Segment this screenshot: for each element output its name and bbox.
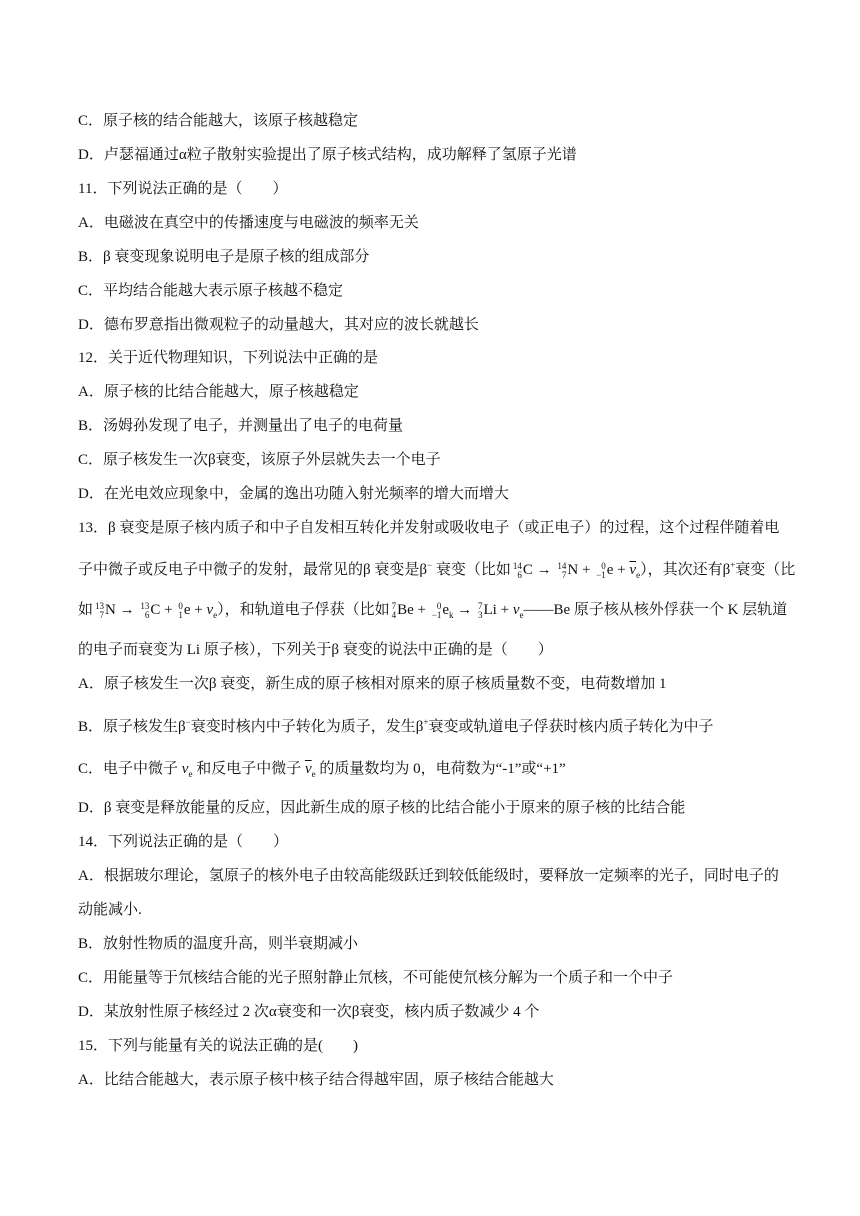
q14-option-d: D．某放射性原子核经过 2 次α衰变和一次β衰变，核内质子数减少 4 个 (78, 1004, 540, 1020)
question-14: 14．下列说法正确的是（ ） (78, 834, 289, 850)
question-13-line-3: 如 13 7 N → 13 6 C + 0 1 $e + \nu_e$），和轨道电子俘获（比如 7 4 Be + 0 −1 $e_k$ → 7 3 $Li + \nu_e——Be$ 原子核从核外俘获一个 K 层轨道 (78, 600, 788, 620)
q14-option-c: C．用能量等于氘核结合能的光子照射静止氘核，不可能使氘核分解为一个质子和一个中子 (78, 970, 674, 986)
q12-option-b: B．汤姆孙发现了电子，并测量出了电子的电荷量 (78, 418, 404, 434)
q14-option-b: B．放射性物质的温度升高，则半衰期减小 (78, 936, 359, 952)
q13-option-c: C．电子中微子 $\nu_e$ 和反电子中微子 $\overline{\nu}_e$ 的质量数均为 0，电荷数为“-1”或“+1” (78, 761, 566, 779)
question-13-line-2: 子中微子或反电子中微子的发射，最常见的β 衰变是β− 衰变（比如 14 6 C → 14 7 N + 0 −1 $e + \overline{\nu}_e$），其次还有β+衰变（比 (78, 560, 796, 580)
q13-option-b: B．原子核发生β−衰变时核内中子转化为质子，发生β+衰变或轨道电子俘获时核内质子转化为中子 (78, 717, 714, 735)
q11-option-b: B．β 衰变现象说明电子是原子核的组成部分 (78, 249, 370, 265)
option-c-prev: C．原子核的结合能越大，该原子核越稳定 (78, 113, 359, 129)
q11-option-d: D．德布罗意指出微观粒子的动量越大，其对应的波长就越长 (78, 317, 479, 333)
q12-option-d: D．在光电效应现象中，金属的逸出功随入射光频率的增大而增大 (78, 486, 509, 502)
q12-option-a: A．原子核的比结合能越大，原子核越稳定 (78, 384, 359, 400)
q11-option-c: C．平均结合能越大表示原子核越不稳定 (78, 283, 344, 299)
q14-option-a-line-2: 动能减小. (78, 902, 142, 918)
question-13-line-4: 的电子而衰变为 Li 原子核），下列关于β 衰变的说法中正确的是（ ） (78, 642, 553, 658)
q13-option-a: A．原子核发生一次β 衰变，新生成的原子核相对原来的原子核质量数不变，电荷数增加 1 (78, 676, 667, 692)
question-13-line-1: 13．β 衰变是原子核内质子和中子自发相互转化并发射或吸收电子（或正电子）的过程，这个过程伴随着电 (78, 520, 780, 536)
q12-option-c: C．原子核发生一次β衰变，该原子外层就失去一个电子 (78, 452, 441, 468)
q15-option-a: A．比结合能越大，表示原子核中核子结合得越牢固，原子核结合能越大 (78, 1072, 554, 1088)
question-11: 11．下列说法正确的是（ ） (78, 181, 288, 197)
question-12: 12．关于近代物理知识，下列说法中正确的是 (78, 350, 379, 366)
q14-option-a-line-1: A．根据玻尔理论，氢原子的核外电子由较高能级跃迁到较低能级时，要释放一定频率的光子，同时电子的 (78, 868, 779, 884)
question-15: 15．下列与能量有关的说法正确的是( ) (78, 1038, 358, 1054)
q11-option-a: A．电磁波在真空中的传播速度与电磁波的频率无关 (78, 215, 419, 231)
option-d-prev: D．卢瑟福通过α粒子散射实验提出了原子核式结构，成功解释了氢原子光谱 (78, 147, 577, 163)
q13-option-d: D．β 衰变是释放能量的反应，因此新生成的原子核的比结合能小于原来的原子核的比结合能 (78, 800, 686, 816)
